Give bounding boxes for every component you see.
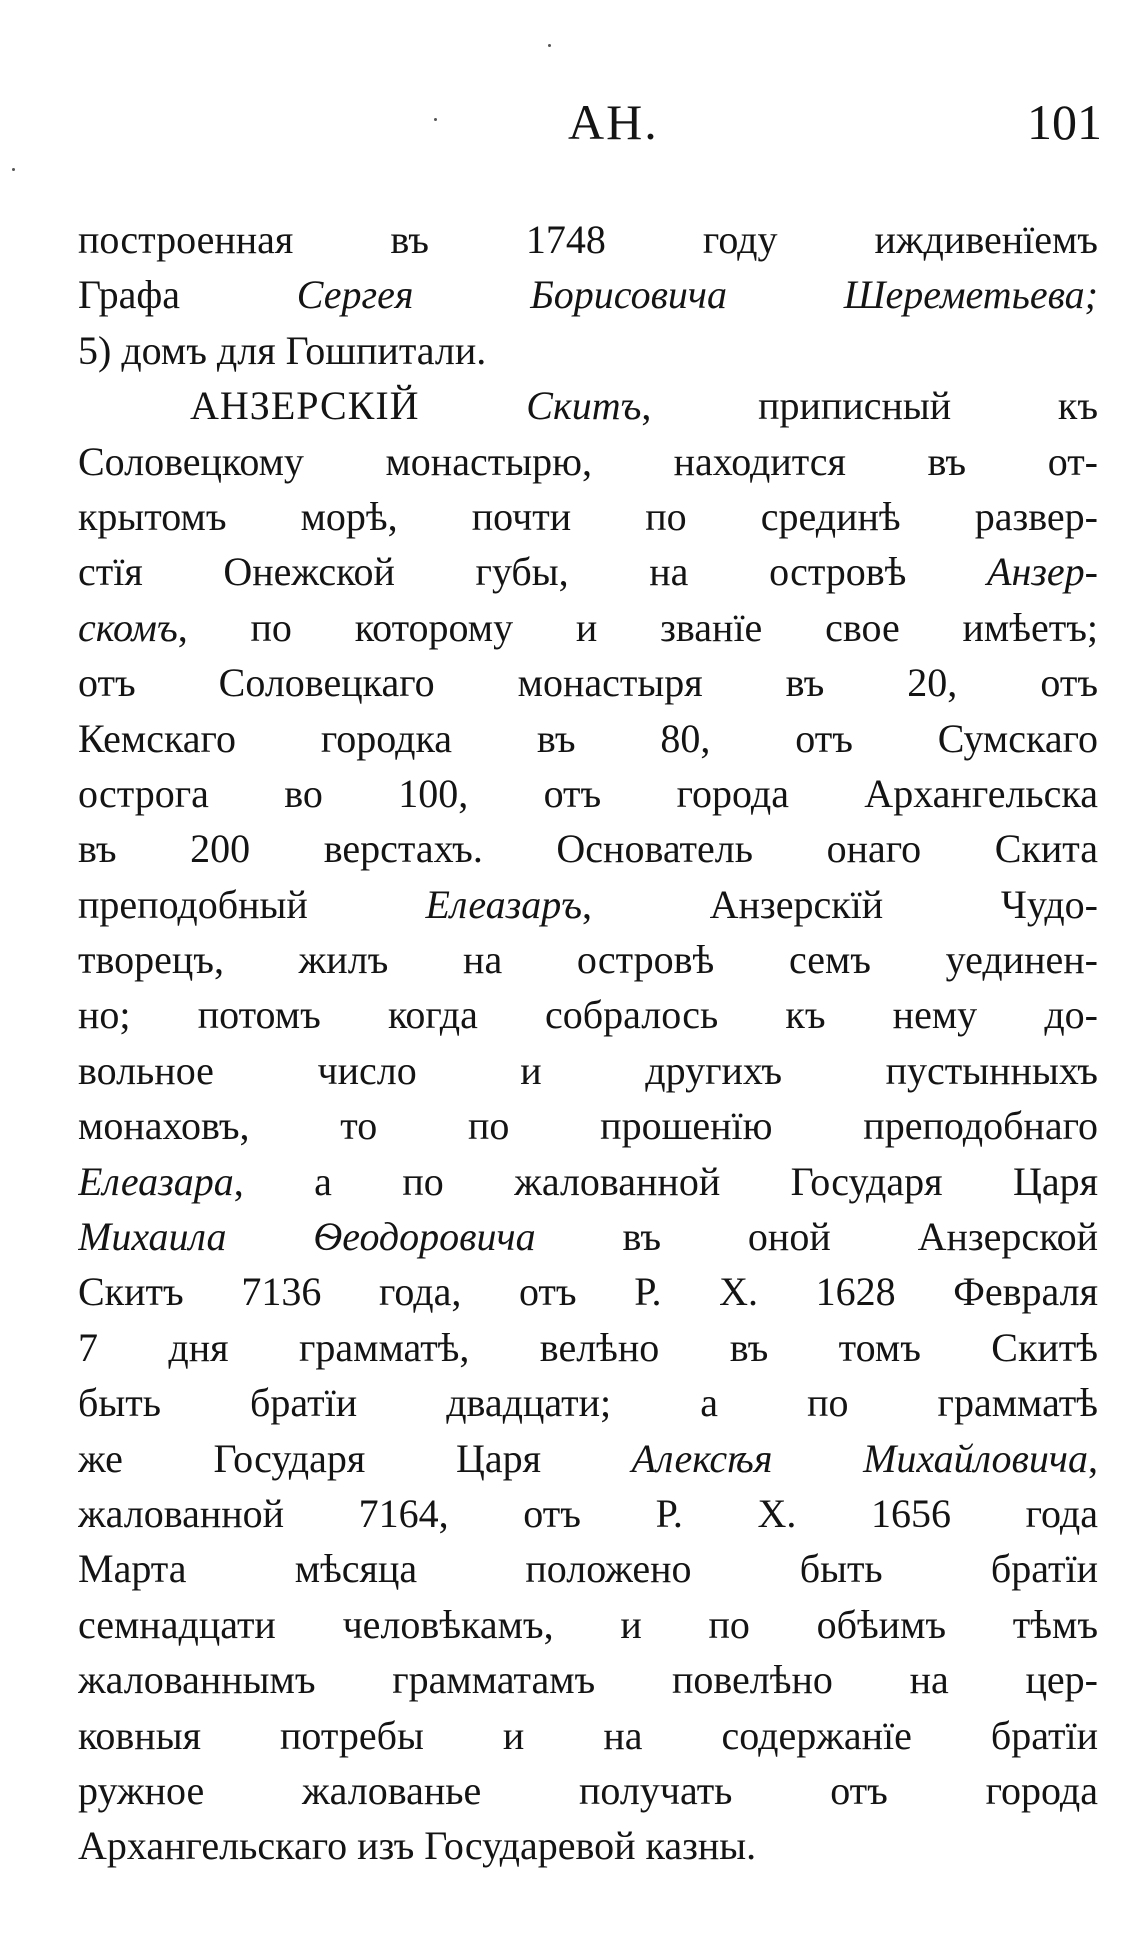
text-segment: Марта мѣсяца положено быть братїи [78,1546,1098,1592]
text-segment: Графа [78,272,297,318]
text-line [78,821,1098,876]
text-line [78,378,1098,433]
text-segment: , [1088,1435,1098,1481]
text-segment: острога во 100, отъ города Архангельска [78,770,1098,816]
text-segment: отъ Соловецкаго монастыря въ 20, отъ [78,660,1098,706]
text-segment: въ 200 верстахъ. Основатель онаго Скита [78,826,1098,872]
text-segment: въ оной Анзерской [535,1214,1098,1260]
italic-segment: скомъ [78,604,178,650]
text-line [78,1320,1098,1375]
text-line [78,1264,1098,1319]
italic-segment: Скитъ [526,383,642,429]
text-line [78,766,1098,821]
text-line [78,1597,1098,1652]
text-segment: жалованной 7164, отъ Р. Х. 1656 года [78,1490,1098,1536]
text-line [78,1375,1098,1430]
text-line [78,877,1098,932]
italic-segment: Елеазара [78,1158,234,1204]
text-line [78,323,1098,378]
text-line [78,212,1098,267]
text-segment: Соловецкому монастырю, находится въ от- [78,438,1098,484]
italic-segment: Сергея Борисовича Шереметьева; [296,272,1098,318]
text-line [78,1431,1098,1486]
text-line [78,1763,1098,1818]
text-segment: , по которому и званїе свое имѣетъ; [177,604,1098,650]
text-line [78,1541,1098,1596]
italic-segment: Елеазаръ [425,881,582,927]
text-segment: монаховъ, то по прошенїю преподобнаго [78,1103,1098,1149]
text-line [78,1209,1098,1264]
text-line [78,655,1098,710]
text-line [78,711,1098,766]
text-line [78,544,1098,599]
text-segment: стїя Онежской губы, на островѣ [78,549,988,595]
article-text [78,212,1098,1874]
text-line [78,932,1098,987]
italic-segment: Анзер- [987,549,1098,595]
text-line [78,1043,1098,1098]
text-segment: , а по жалованной Государя Царя [233,1158,1098,1204]
paper-speck [12,168,15,171]
text-segment: Скитъ 7136 года, отъ Р. Х. 1628 Февраля [78,1269,1098,1315]
page-number: 101 [1027,94,1102,150]
paper-speck [548,44,551,47]
italic-segment: Михаила Ѳеодоровича [78,1214,536,1260]
text-segment: 7 дня грамматѣ, велѣно въ томъ Скитѣ [78,1324,1098,1370]
text-segment: же Государя Царя [78,1435,632,1481]
text-segment: жалованнымъ грамматамъ повелѣно на цер- [78,1657,1098,1703]
text-segment: , Анзерскїй Чудо- [581,881,1098,927]
page-header [0,92,1140,152]
text-segment: 5) домъ для Гошпитали. [78,327,487,373]
text-segment: но; потомъ когда собралось къ нему до- [78,992,1098,1038]
text-line [78,489,1098,544]
text-segment: быть братїи двадцати; а по грамматѣ [78,1380,1098,1426]
text-segment: крытомъ морѣ, почти по срединѣ развер- [78,493,1098,539]
text-segment: , приписный къ [641,383,1098,429]
text-line [78,987,1098,1042]
text-line [78,1154,1098,1209]
text-line [78,434,1098,489]
text-segment: преподобный [78,881,426,927]
text-line [78,1098,1098,1153]
text-segment: Кемскаго городка въ 80, отъ Сумскаго [78,715,1098,761]
text-line [78,600,1098,655]
headword: АНЗЕРСКIЙ [190,383,420,429]
text-segment: построенная въ 1748 году иждивенїемъ [78,217,1098,262]
text-segment: ковныя потребы и на содержанїе братїи [78,1712,1098,1758]
text-line [78,1708,1098,1763]
text-segment: вольное число и другихъ пустынныхъ [78,1047,1098,1093]
running-head: АН. [568,94,659,150]
text-line [78,1652,1098,1707]
text-segment [420,383,527,428]
text-segment: ружное жалованье получать отъ города [78,1767,1098,1813]
italic-segment: Алексѣя Михайловича [631,1435,1088,1481]
text-segment: семнадцати человѣкамъ, и по обѣимъ тѣмъ [78,1601,1098,1647]
text-line [78,1486,1098,1541]
text-line [78,267,1098,322]
text-segment: Архангельскаго изъ Государевой казны. [78,1823,757,1869]
text-segment: творецъ, жилъ на островѣ семъ уединен- [78,937,1098,983]
text-line [78,1818,1098,1873]
